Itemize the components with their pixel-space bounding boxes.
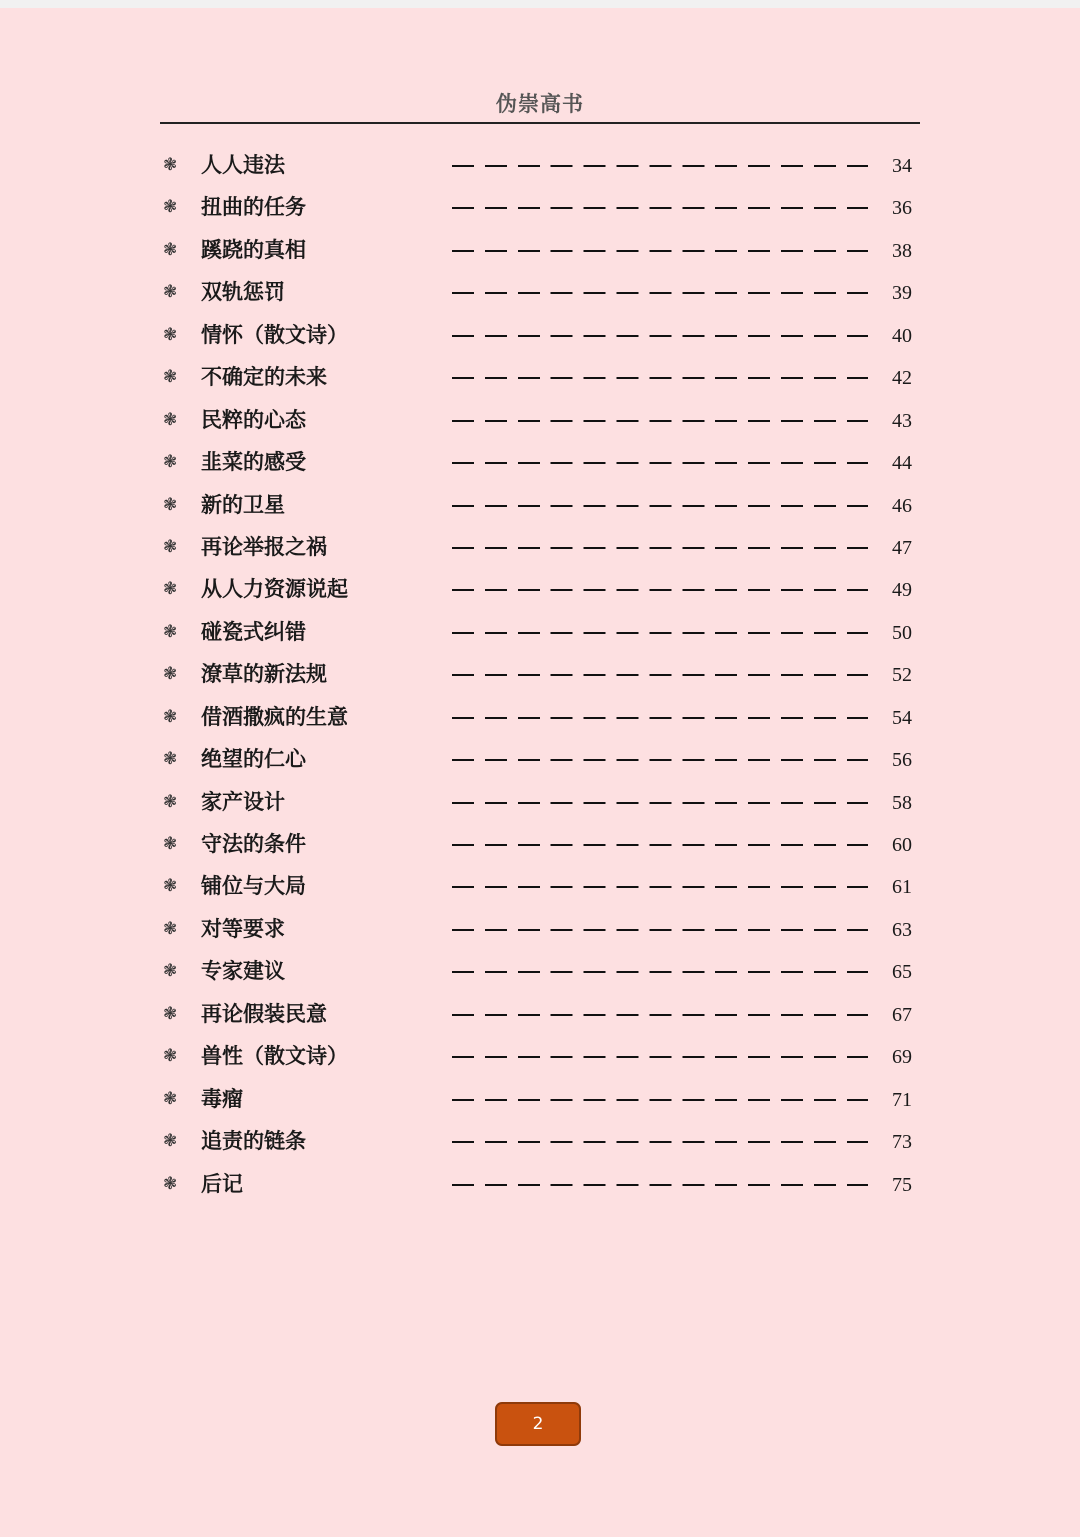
- toc-entry[interactable]: [0, 567, 1080, 609]
- snowflake-bullet-icon: ❃: [163, 239, 178, 260]
- running-header-title: 伪崇高书: [496, 91, 584, 116]
- toc-page-number: 38: [892, 239, 912, 262]
- toc-entry-title[interactable]: 兽性（散文诗）: [201, 1043, 348, 1069]
- toc-entry[interactable]: [0, 440, 1080, 482]
- snowflake-bullet-icon: ❃: [163, 621, 178, 642]
- snowflake-bullet-icon: ❃: [163, 197, 178, 218]
- toc-entry-title[interactable]: 从人力资源说起: [201, 576, 348, 602]
- toc-entry-title[interactable]: 情怀（散文诗）: [201, 321, 348, 347]
- toc-page-number: 39: [892, 282, 912, 305]
- toc-entry[interactable]: [0, 270, 1080, 312]
- dash-leader: [452, 717, 868, 719]
- dash-leader: [452, 292, 868, 294]
- toc-entry[interactable]: [0, 398, 1080, 440]
- snowflake-bullet-icon: ❃: [163, 409, 178, 430]
- snowflake-bullet-icon: ❃: [163, 367, 178, 388]
- dash-leader: [452, 1184, 868, 1186]
- toc-page-number: 43: [892, 409, 912, 432]
- dash-leader: [452, 971, 868, 973]
- toc-entry-title[interactable]: 再论假装民意: [201, 1000, 327, 1026]
- toc-page-number: 69: [892, 1046, 912, 1069]
- toc-entry[interactable]: [0, 737, 1080, 779]
- dash-leader: [452, 505, 868, 507]
- toc-page-number: 54: [892, 706, 912, 729]
- dash-leader: [452, 844, 868, 846]
- dash-leader: [452, 1056, 868, 1058]
- toc-entry-title[interactable]: 扭曲的任务: [201, 194, 306, 220]
- toc-entry[interactable]: [0, 185, 1080, 227]
- toc-entry[interactable]: [0, 1034, 1080, 1076]
- snowflake-bullet-icon: ❃: [163, 536, 178, 557]
- toc-page-number: 44: [892, 452, 912, 475]
- toc-entry[interactable]: [0, 228, 1080, 270]
- toc-page-number: 71: [892, 1088, 912, 1111]
- toc-entry-title[interactable]: 双轨惩罚: [201, 279, 285, 305]
- snowflake-bullet-icon: ❃: [163, 579, 178, 600]
- snowflake-bullet-icon: ❃: [163, 1088, 178, 1109]
- snowflake-bullet-icon: ❃: [163, 876, 178, 897]
- toc-entry[interactable]: [0, 313, 1080, 355]
- toc-page-number: 75: [892, 1173, 912, 1196]
- snowflake-bullet-icon: ❃: [163, 1003, 178, 1024]
- dash-leader: [452, 589, 868, 591]
- dash-leader: [452, 335, 868, 337]
- toc-page-number: 42: [892, 367, 912, 390]
- toc-page-number: 58: [892, 791, 912, 814]
- toc-entry[interactable]: [0, 143, 1080, 185]
- toc-entry-title[interactable]: 对等要求: [201, 915, 285, 941]
- dash-leader: [452, 632, 868, 634]
- toc-entry[interactable]: [0, 780, 1080, 822]
- dash-leader: [452, 207, 868, 209]
- toc-page-number: 61: [892, 876, 912, 899]
- toc-entry[interactable]: [0, 610, 1080, 652]
- dash-leader: [452, 1141, 868, 1143]
- dash-leader: [452, 1014, 868, 1016]
- toc-entry-title[interactable]: 潦草的新法规: [201, 661, 327, 687]
- dash-leader: [452, 1099, 868, 1101]
- page-number-badge: 2: [495, 1402, 581, 1446]
- dash-leader: [452, 929, 868, 931]
- snowflake-bullet-icon: ❃: [163, 918, 178, 939]
- toc-entry[interactable]: [0, 652, 1080, 694]
- toc-entry-title[interactable]: 家产设计: [201, 788, 285, 814]
- snowflake-bullet-icon: ❃: [163, 282, 178, 303]
- toc-entry-title[interactable]: 人人违法: [201, 152, 285, 177]
- toc-page-number: 52: [892, 664, 912, 687]
- toc-entry-title[interactable]: 专家建议: [201, 958, 285, 984]
- toc-entry[interactable]: [0, 355, 1080, 397]
- toc-entry-title[interactable]: 韭菜的感受: [201, 449, 306, 475]
- dash-leader: [452, 802, 868, 804]
- dash-leader: [452, 420, 868, 422]
- toc-entry[interactable]: [0, 525, 1080, 567]
- document-page: [0, 8, 1080, 1537]
- snowflake-bullet-icon: ❃: [163, 155, 178, 175]
- toc-entry-title[interactable]: 后记: [201, 1170, 243, 1196]
- snowflake-bullet-icon: ❃: [163, 452, 178, 473]
- toc-entry-title[interactable]: 毒瘤: [201, 1085, 243, 1111]
- toc-entry-title[interactable]: 追责的链条: [201, 1128, 306, 1154]
- dash-leader: [452, 547, 868, 549]
- toc-entry[interactable]: [0, 949, 1080, 991]
- toc-page-number: 34: [892, 155, 912, 177]
- toc-page-number: 47: [892, 536, 912, 559]
- snowflake-bullet-icon: ❃: [163, 791, 178, 812]
- toc-entry[interactable]: [0, 1119, 1080, 1161]
- toc-page-number: 36: [892, 197, 912, 220]
- toc-page-number: 46: [892, 494, 912, 517]
- toc-page-number: 56: [892, 749, 912, 772]
- toc-page-number: 67: [892, 1003, 912, 1026]
- toc-entry[interactable]: [0, 992, 1080, 1034]
- snowflake-bullet-icon: ❃: [163, 664, 178, 685]
- toc-page-number: 65: [892, 961, 912, 984]
- toc-entry[interactable]: [0, 1162, 1080, 1204]
- toc-entry-title[interactable]: 民粹的心态: [201, 406, 306, 432]
- toc-entry[interactable]: [0, 907, 1080, 949]
- snowflake-bullet-icon: ❃: [163, 1173, 178, 1194]
- toc-entry-title[interactable]: 铺位与大局: [201, 873, 306, 899]
- dash-leader: [452, 759, 868, 761]
- table-of-contents: [0, 143, 1080, 1204]
- toc-page-number: 49: [892, 579, 912, 602]
- toc-entry[interactable]: [0, 822, 1080, 864]
- dash-leader: [452, 674, 868, 676]
- toc-page-number: 40: [892, 324, 912, 347]
- toc-page-number: 50: [892, 621, 912, 644]
- toc-page-number: 73: [892, 1131, 912, 1154]
- dash-leader: [452, 377, 868, 379]
- toc-entry-title[interactable]: 再论举报之祸: [201, 533, 327, 559]
- dash-leader: [452, 165, 868, 167]
- toc-entry-title[interactable]: 蹊跷的真相: [201, 236, 306, 262]
- toc-entry[interactable]: [0, 864, 1080, 906]
- toc-entry[interactable]: [0, 483, 1080, 525]
- snowflake-bullet-icon: ❃: [163, 324, 178, 345]
- snowflake-bullet-icon: ❃: [163, 706, 178, 727]
- toc-entry[interactable]: [0, 695, 1080, 737]
- toc-entry-title[interactable]: 借酒撒疯的生意: [201, 703, 348, 729]
- toc-page-number: 60: [892, 834, 912, 856]
- snowflake-bullet-icon: ❃: [163, 1046, 178, 1067]
- snowflake-bullet-icon: ❃: [163, 749, 178, 770]
- dash-leader: [452, 886, 868, 888]
- snowflake-bullet-icon: ❃: [163, 1131, 178, 1152]
- snowflake-bullet-icon: ❃: [163, 494, 178, 515]
- toc-entry-title[interactable]: 绝望的仁心: [201, 746, 306, 772]
- header-rule: [160, 122, 920, 124]
- snowflake-bullet-icon: ❃: [163, 961, 178, 982]
- dash-leader: [452, 462, 868, 464]
- toc-entry-title[interactable]: 守法的条件: [201, 831, 306, 856]
- toc-page-number: 63: [892, 918, 912, 941]
- snowflake-bullet-icon: ❃: [163, 834, 178, 854]
- toc-entry-title[interactable]: 不确定的未来: [201, 364, 327, 390]
- toc-entry-title[interactable]: 新的卫星: [201, 491, 285, 517]
- toc-entry-title[interactable]: 碰瓷式纠错: [201, 618, 306, 644]
- dash-leader: [452, 250, 868, 252]
- toc-entry[interactable]: [0, 1077, 1080, 1119]
